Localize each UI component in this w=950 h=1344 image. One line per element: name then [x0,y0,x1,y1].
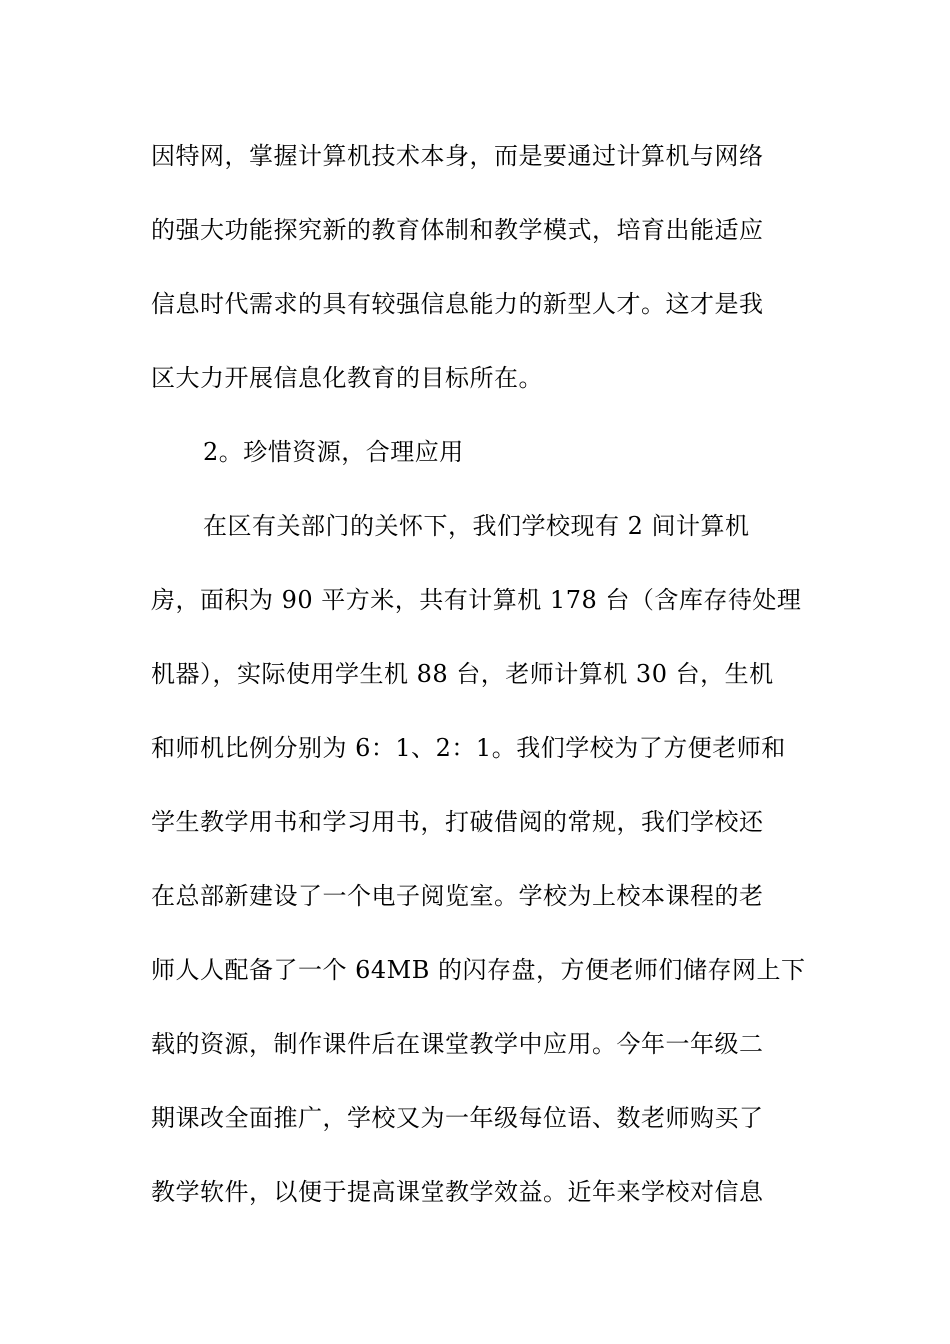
text-line: 区大力开展信息化教育的目标所在。 [151,364,543,392]
section-heading: 2。珍惜资源，合理应用 [203,438,464,466]
text-line: 在区有关部门的关怀下，我们学校现有 2 间计算机 [203,512,750,540]
text-line: 机器），实际使用学生机 88 台，老师计算机 30 台，生机 [151,660,774,688]
text-line: 信息时代需求的具有较强信息能力的新型人才。这才是我 [151,290,764,318]
text-line: 期课改全面推广，学校又为一年级每位语、数老师购买了 [151,1104,764,1132]
text-line: 因特网，掌握计算机技术本身，而是要通过计算机与网络 [151,142,764,170]
text-line: 的强大功能探究新的教育体制和教学模式，培育出能适应 [151,216,764,244]
text-line: 在总部新建设了一个电子阅览室。学校为上校本课程的老 [151,882,764,910]
document-body [151,126,806,1236]
text-line: 载的资源，制作课件后在课堂教学中应用。今年一年级二 [151,1030,764,1058]
text-line: 学生教学用书和学习用书，打破借阅的常规，我们学校还 [151,808,764,836]
text-line: 师人人配备了一个 64MB 的闪存盘，方便老师们储存网上下 [151,956,806,984]
text-line: 和师机比例分别为 6：1、2：1。我们学校为了方便老师和 [151,734,786,762]
text-line: 教学软件，以便于提高课堂教学效益。近年来学校对信息 [151,1178,764,1206]
text-line: 房，面积为 90 平方米，共有计算机 178 台（含库存待处理 [151,586,802,614]
